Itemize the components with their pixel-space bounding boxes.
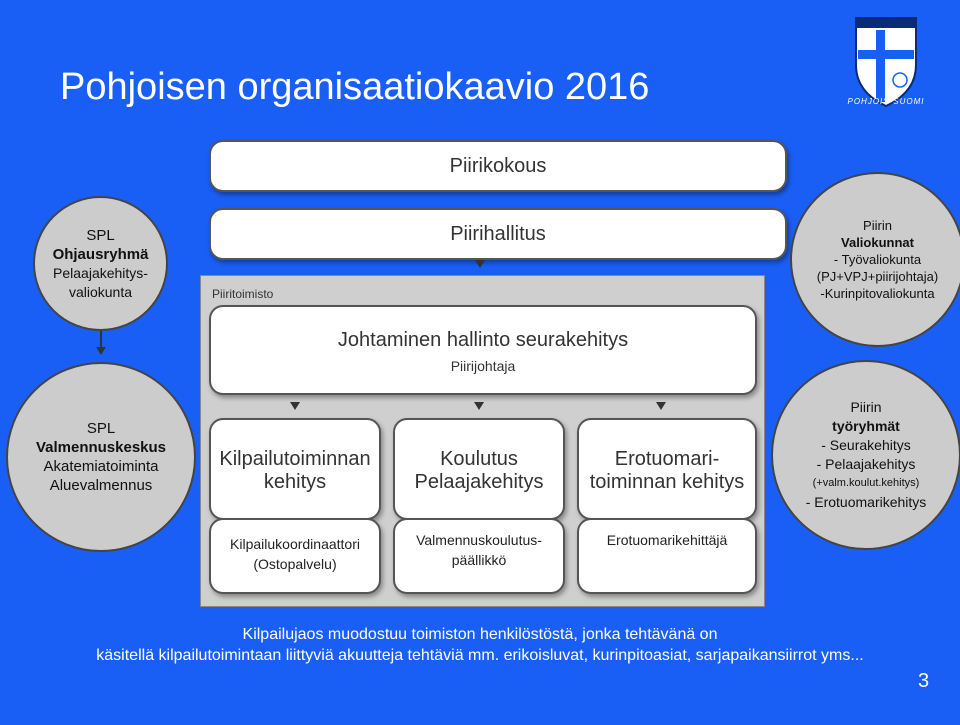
piirihallitus-box [209, 208, 787, 260]
arrow-down-icon [656, 402, 666, 410]
palloliitto-logo [836, 10, 936, 110]
unit-title: kehitys [263, 471, 327, 493]
staff-line: (Ostopalvelu) [253, 556, 337, 572]
staff-line: Erotuomarikehittäjä [606, 532, 728, 548]
bottom-note-line: Kilpailujaos muodostuu toimiston henkilöstöstä, jonka tehtävänä on [242, 626, 718, 643]
piirihallitus-label: Piirihallitus [450, 223, 546, 245]
circle-line-bold: työryhmät [832, 418, 900, 434]
circle-line: Akatemiatoiminta [43, 458, 159, 475]
page-title: Pohjoisen organisaatiokaavio 2016 [60, 66, 650, 108]
johtaminen-sub: Piirijohtaja [450, 358, 516, 374]
circle-line: valiokunta [68, 283, 133, 300]
tyoryhmat-circle [771, 360, 960, 550]
circle-line: (PJ+VPJ+piirijohtaja) [816, 269, 939, 284]
staff-line: Valmennuskoulutus- [416, 532, 542, 548]
piirikokous-box [209, 140, 787, 192]
unit-box-koulutus [393, 418, 565, 520]
unit-title: Koulutus [440, 448, 518, 470]
arrow-down-icon [290, 402, 300, 410]
unit-box-kilpailutoiminta [209, 418, 381, 520]
circle-line-bold: Valmennuskeskus [35, 439, 167, 456]
johtaminen-box [209, 305, 757, 395]
circle-line-bold: Ohjausryhmä [52, 245, 149, 263]
arrow-down-icon [474, 402, 484, 410]
staff-line: Kilpailukoordinaattori [230, 536, 360, 552]
staff-line: päällikkö [451, 552, 507, 568]
circle-line: Aluevalmennus [49, 477, 153, 494]
unit-title: Pelaajakehitys [414, 471, 544, 493]
circle-line: SPL [86, 226, 115, 244]
circle-line: - Erotuomarikehitys [805, 494, 927, 510]
unit-title: Erotuomari- [614, 448, 720, 470]
circle-line: - Seurakehitys [821, 437, 911, 453]
valiokunnat-circle [790, 172, 960, 347]
circle-line: (+valm.koulut.kehitys) [812, 477, 920, 489]
circle-line: SPL [86, 420, 116, 437]
circle-line: Piirin [850, 399, 882, 415]
staff-box-erotuomarikehittaja [577, 518, 757, 594]
arrow-down-icon [475, 260, 485, 268]
spl-ohjausryhma-circle [33, 196, 168, 331]
circle-line: -Kurinpitovaliokunta [820, 286, 935, 301]
staff-box-kilpailukoordinaattori [209, 518, 381, 594]
circle-line: Piirin [863, 218, 892, 233]
logo-caption: POHJOIS-SUOMI [847, 97, 925, 106]
bottom-note-line: käsitellä kilpailutoimintaan liittyviä akuutteja tehtäviä mm. erikoisluvat, kurinpitoasiat, sarjapaikansiirrot yms... [96, 647, 864, 664]
piiritoimisto-label: Piiritoimisto [212, 287, 274, 301]
bottom-note [0, 624, 960, 666]
johtaminen-title: Johtaminen hallinto seurakehitys [337, 329, 629, 351]
circle-line-bold: Valiokunnat [841, 235, 914, 250]
unit-title: toiminnan kehitys [589, 471, 745, 493]
spl-valmennuskeskus-circle [6, 362, 196, 552]
staff-box-valmennuskoulutus [393, 518, 565, 594]
circle-line: - Pelaajakehitys [816, 456, 916, 472]
page-number: 3 [918, 670, 930, 692]
unit-box-erotuomari [577, 418, 757, 520]
circle-line: - Työvaliokunta [833, 252, 922, 267]
arrow-down-icon [96, 347, 106, 355]
piirikokous-label: Piirikokous [449, 155, 547, 177]
circle-line: Pelaajakehitys- [53, 264, 148, 281]
unit-title: Kilpailutoiminnan [219, 448, 371, 470]
